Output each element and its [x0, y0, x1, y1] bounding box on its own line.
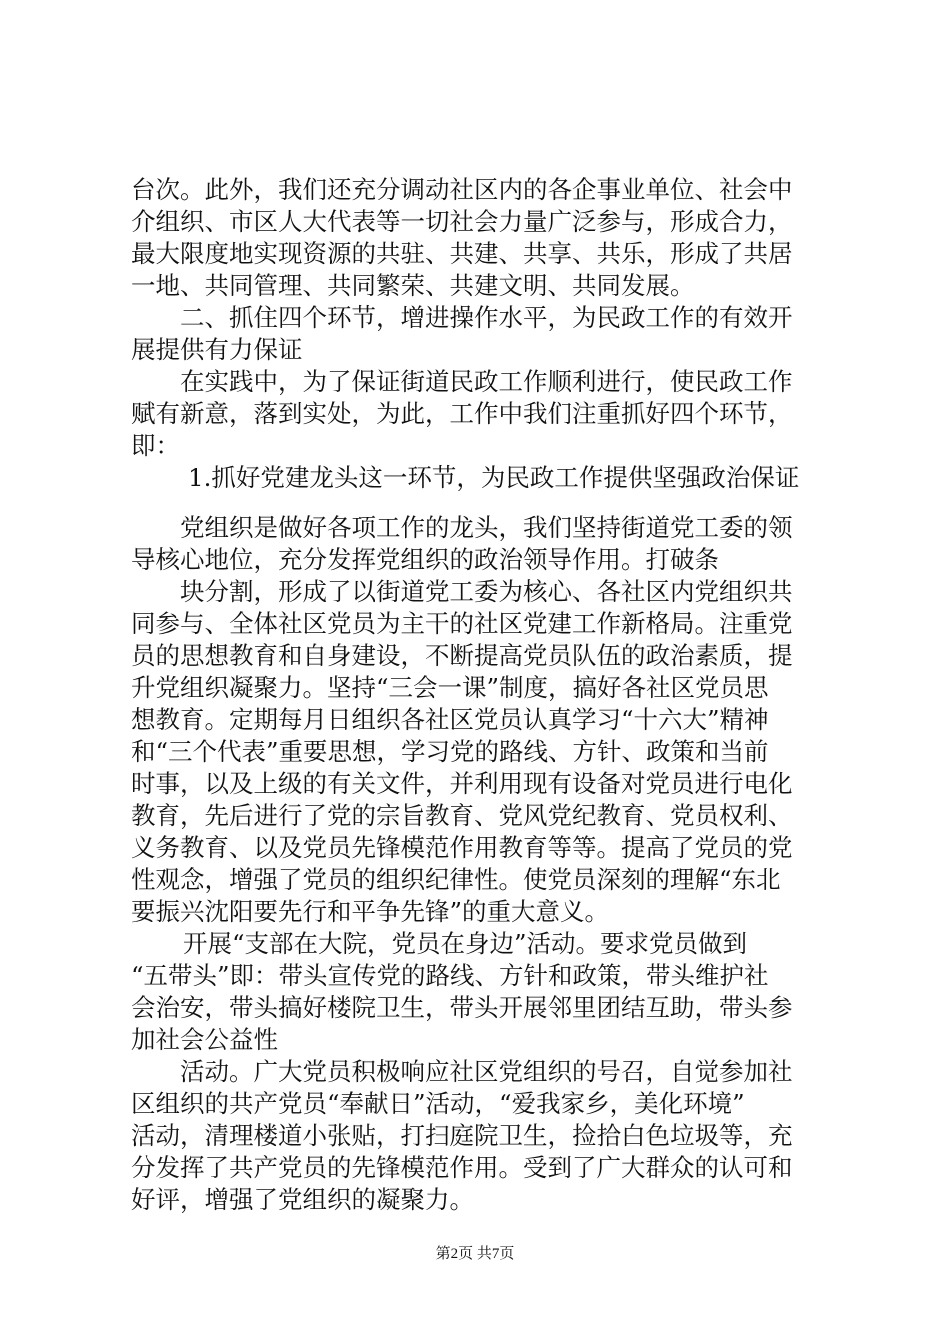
paragraph-line: 一地、共同管理、共同繁荣、共建文明、共同发展。 [131, 271, 695, 300]
paragraph-line: 义务教育、以及党员先锋模范作用教育等等。提高了党员的党 [131, 833, 793, 862]
subheading-line: 1.抓好党建龙头这一环节，为民政工作提供坚强政治保证 [188, 463, 800, 492]
paragraph-line: 党组织是做好各项工作的龙头，我们坚持街道党工委的领 [180, 513, 793, 542]
paragraph-line: 教育，先后进行了党的宗旨教育、党风党纪教育、党员权利、 [131, 801, 793, 830]
paragraph-line: 升党组织凝聚力。坚持“三会一课”制度，搞好各社区党员思 [131, 673, 769, 702]
paragraph-line: 导核心地位，充分发挥党组织的政治领导作用。打破条 [131, 545, 719, 574]
paragraph-line: 时事，以及上级的有关文件，并利用现有设备对党员进行电化 [131, 769, 793, 798]
page-number-footer: 第2页 共7页 [435, 1246, 515, 1262]
paragraph-line: 同参与、全体社区党员为主干的社区党建工作新格局。注重党 [131, 609, 793, 638]
paragraph-line: 和“三个代表”重要思想，学习党的路线、方针、政策和当前 [131, 737, 769, 766]
paragraph-line: 块分割，形成了以街道党工委为核心、各社区内党组织共 [180, 577, 793, 606]
paragraph-line: 要振兴沈阳要先行和平争先锋”的重大意义。 [131, 897, 610, 926]
paragraph-line: 赋有新意，落到实处，为此，工作中我们注重抓好四个环节， [131, 399, 793, 428]
paragraph-line: 想教育。定期每月日组织各社区党员认真学习“十六大”精神 [131, 705, 769, 734]
paragraph-line: 好评，增强了党组织的凝聚力。 [131, 1185, 474, 1214]
paragraph-line: 会治安，带头搞好楼院卫生，带头开展邻里团结互助，带头参 [131, 993, 793, 1022]
paragraph-line: 分发挥了共产党员的先锋模范作用。受到了广大群众的认可和 [131, 1153, 793, 1182]
paragraph-line: 最大限度地实现资源的共驻、共建、共享、共乐，形成了共居 [131, 239, 793, 268]
paragraph-line: 在实践中，为了保证街道民政工作顺利进行，使民政工作 [180, 367, 793, 396]
paragraph-line: “五带头”即：带头宣传党的路线、方针和政策，带头维护社 [131, 961, 769, 990]
paragraph-line: 活动。广大党员积极响应社区党组织的号召，自觉参加社 [180, 1057, 793, 1086]
paragraph-line: 介组织、市区人大代表等一切社会力量广泛参与，形成合力， [131, 207, 793, 236]
section-heading-line: 展提供有力保证 [131, 335, 303, 364]
paragraph-line: 区组织的共产党员“奉献日”活动，“爱我家乡，美化环境” [131, 1089, 745, 1118]
paragraph-line: 员的思想教育和自身建设，不断提高党员队伍的政治素质，提 [131, 641, 793, 670]
paragraph-line: 活动，清理楼道小张贴，打扫庭院卫生，捡拾白色垃圾等，充 [131, 1121, 793, 1150]
paragraph-line: 加社会公益性 [131, 1025, 278, 1054]
paragraph-line: 即： [131, 431, 180, 460]
paragraph-line: 台次。此外，我们还充分调动社区内的各企事业单位、社会中 [131, 175, 793, 204]
section-heading-line: 二、抓住四个环节，增进操作水平，为民政工作的有效开 [180, 303, 793, 332]
paragraph-line: 开展“支部在大院，党员在身边”活动。要求党员做到 [183, 929, 748, 958]
paragraph-line: 性观念，增强了党员的组织纪律性。使党员深刻的理解“东北 [131, 865, 781, 894]
